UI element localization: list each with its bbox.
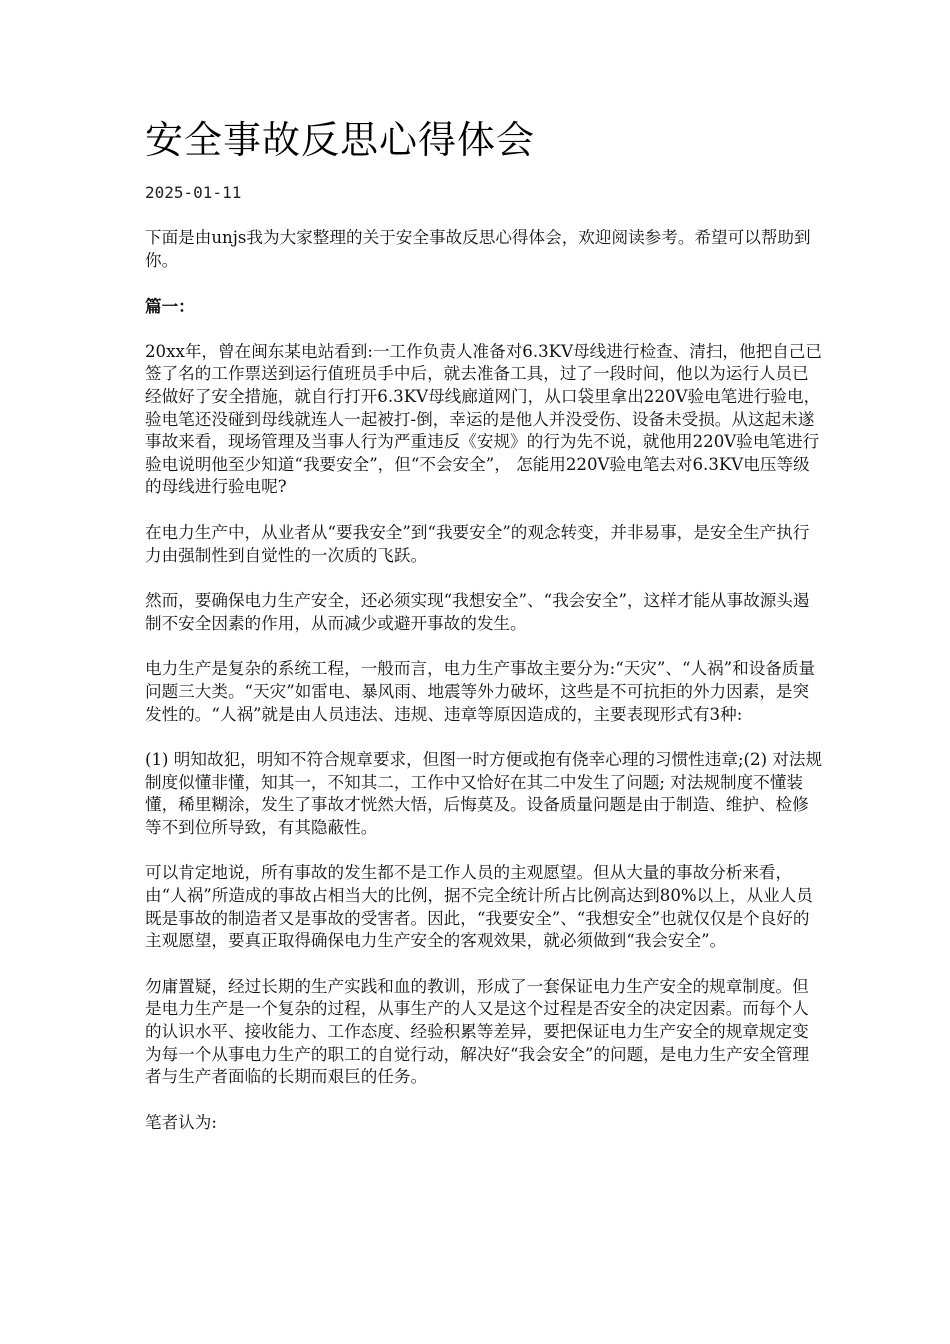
intro-paragraph: 下面是由unjs我为大家整理的关于安全事故反思心得体会，欢迎阅读参考。希望可以帮助到你。 [145, 228, 811, 270]
body-paragraph: 20xx年，曾在闽东某电站看到:一工作负责人准备对6.3KV母线进行检查、清扫，他把自己已签了名的工作票送到运行值班员手中后，就去准备工具，过了一段时间，他以为运行人员已经做好了安全措施，就自行打开6.3KV母线廊道网门，从口袋里拿出220V验电笔进行验电，验电笔还没碰到母线就连人一起被打-倒，幸运的是他人并没受伤、设备未受损。从这起未遂事故来看，现场管理及当事人行为严重违反《安规》的行为先不说，就他用220V验电笔进行验电说明他至少知道“我要安全”，但“不会安全”， 怎能用220V验电笔去对6.3KV电压等级的母线进行验电呢? [145, 341, 822, 497]
body-paragraph: 然而，要确保电力生产安全，还必须实现“我想安全”、“我会安全”，这样才能从事故源头遏制不安全因素的作用，从而减少或避开事故的发生。 [145, 591, 810, 633]
section-heading: 篇一： [145, 296, 195, 317]
body-paragraph: 可以肯定地说，所有事故的发生都不是工作人员的主观愿望。但从大量的事故分析来看，由“人祸”所造成的事故占相当大的比例，据不完全统计所占比例高达到80%以上，从业人员既是事故的制造者又是事故的受害者。因此，“我要安全”、“我想安全”也就仅仅是个良好的主观愿望，要真正取得确保电力生产安全的客观效果，就必须做到“我会安全”。 [145, 863, 813, 951]
body-paragraph: 勿庸置疑，经过长期的生产实践和血的教训，形成了一套保证电力生产安全的规章制度。但是电力生产是一个复杂的过程，从事生产的人又是这个过程是否安全的决定因素。而每个人的认识水平、接收能力、工作态度、经验积累等差异，要把保证电力生产安全的规章规定变为每一个从事电力生产的职工的自觉行动，解决好“我会安全”的问题，是电力生产安全管理者与生产者面临的长期而艰巨的任务。 [145, 976, 810, 1087]
body-paragraph: 在电力生产中，从业者从“要我安全”到“我要安全”的观念转变，并非易事，是安全生产执行力由强制性到自觉性的一次质的飞跃。 [145, 522, 810, 565]
page-title: 安全事故反思心得体会 [145, 118, 536, 162]
body-paragraph: (1) 明知故犯，明知不符合规章要求，但图一时方便或抱有侥幸心理的习惯性违章;(2) 对法规制度似懂非懂，知其一，不知其二，工作中又恰好在其二中发生了问题; 对法规制度不懂装懂，稀里糊涂，发生了事故才恍然大悟，后悔莫及。设备质量问题是由于制造、维护、检修等不到位所导致，有其隐蔽性。 [145, 750, 823, 837]
body-paragraph: 笔者认为: [145, 1112, 217, 1132]
article-body [145, 227, 825, 1157]
body-paragraph: 电力生产是复杂的系统工程，一般而言，电力生产事故主要分为:“天灾”、“人祸”和设备质量问题三大类。“天灾”如雷电、暴风雨、地震等外力破坏，这些是不可抗拒的外力因素，是突发性的。“人祸”就是由人员违法、违规、违章等原因造成的，主要表现形式有3种: [145, 659, 816, 724]
publish-date: 2025-01-11 [145, 183, 242, 202]
